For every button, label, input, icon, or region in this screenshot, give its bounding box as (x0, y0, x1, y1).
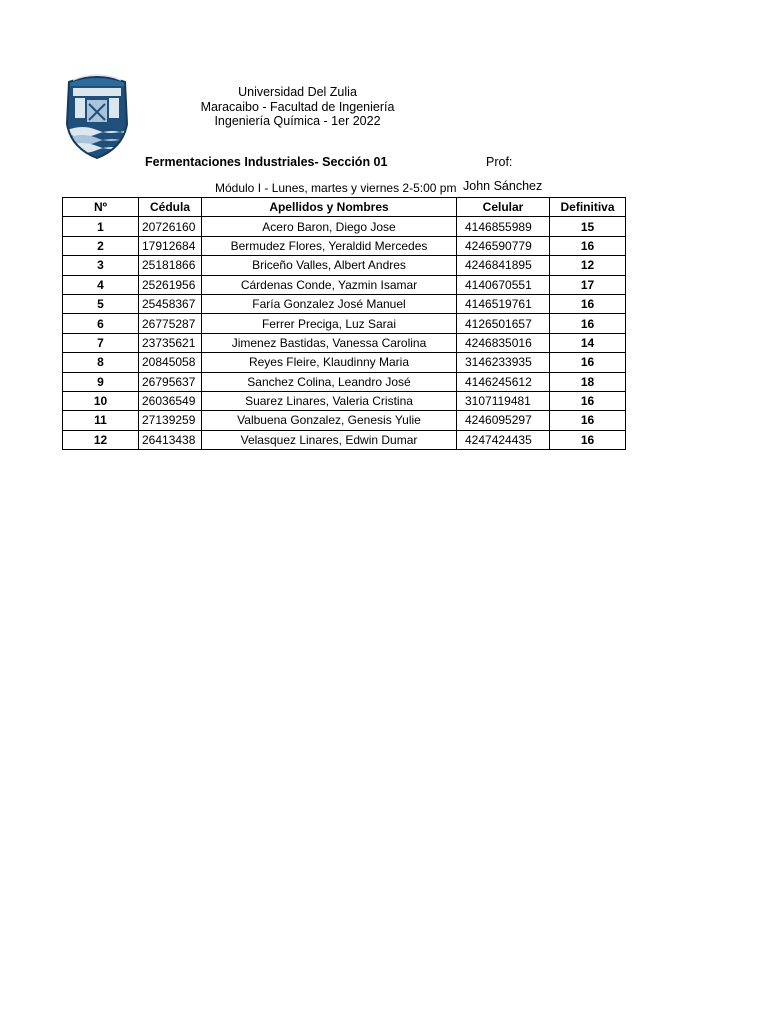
grade-cell: 18 (550, 372, 626, 391)
column-header-number: Nº (63, 198, 139, 217)
phone-cell: 4146855989 (457, 217, 550, 236)
grade-cell: 14 (550, 333, 626, 352)
table-row (63, 314, 626, 333)
cedula-cell: 25458367 (139, 294, 202, 313)
phone-cell: 4246590779 (457, 236, 550, 255)
table-row (63, 372, 626, 391)
module-schedule: Módulo I - Lunes, martes y viernes 2-5:00 pm (215, 181, 457, 195)
row-number: 3 (63, 256, 139, 275)
cedula-cell: 23735621 (139, 333, 202, 352)
phone-cell: 4126501657 (457, 314, 550, 333)
row-number: 11 (63, 411, 139, 430)
phone-cell: 4146519761 (457, 294, 550, 313)
faculty-name: Maracaibo - Facultad de Ingeniería (200, 99, 395, 114)
cedula-cell: 17912684 (139, 236, 202, 255)
phone-cell: 4246835016 (457, 333, 550, 352)
student-name-cell: Velasquez Linares, Edwin Dumar (202, 430, 457, 449)
table-row (63, 411, 626, 430)
course-title: Fermentaciones Industriales- Sección 01 (145, 155, 388, 169)
cedula-cell: 25261956 (139, 275, 202, 294)
professor-label: Prof: (486, 155, 513, 169)
student-name-cell: Briceño Valles, Albert Andres (202, 256, 457, 275)
phone-cell: 4246841895 (457, 256, 550, 275)
student-name-cell: Bermudez Flores, Yeraldid Mercedes (202, 236, 457, 255)
table-row (63, 333, 626, 352)
table-row (63, 217, 626, 236)
grade-cell: 16 (550, 391, 626, 410)
student-name-cell: Jimenez Bastidas, Vanessa Carolina (202, 333, 457, 352)
column-header-grade: Definitiva (550, 198, 626, 217)
student-name-cell: Sanchez Colina, Leandro José (202, 372, 457, 391)
table-row (63, 430, 626, 449)
row-number: 5 (63, 294, 139, 313)
table-row (63, 256, 626, 275)
table-row (63, 275, 626, 294)
row-number: 2 (63, 236, 139, 255)
grade-cell: 16 (550, 294, 626, 313)
column-header-phone: Celular (457, 198, 550, 217)
table-body (63, 217, 626, 450)
phone-cell: 4247424435 (457, 430, 550, 449)
phone-cell: 4246095297 (457, 411, 550, 430)
table-row (63, 353, 626, 372)
row-number: 4 (63, 275, 139, 294)
cedula-cell: 26036549 (139, 391, 202, 410)
table-row (63, 294, 626, 313)
student-name-cell: Cárdenas Conde, Yazmin Isamar (202, 275, 457, 294)
row-number: 10 (63, 391, 139, 410)
grade-cell: 16 (550, 411, 626, 430)
cedula-cell: 27139259 (139, 411, 202, 430)
row-number: 12 (63, 430, 139, 449)
grade-cell: 12 (550, 256, 626, 275)
table-row (63, 236, 626, 255)
row-number: 8 (63, 353, 139, 372)
cedula-cell: 26413438 (139, 430, 202, 449)
student-name-cell: Valbuena Gonzalez, Genesis Yulie (202, 411, 457, 430)
grade-cell: 16 (550, 236, 626, 255)
table-row (63, 391, 626, 410)
grade-cell: 15 (550, 217, 626, 236)
row-number: 9 (63, 372, 139, 391)
phone-cell: 4140670551 (457, 275, 550, 294)
cedula-cell: 26795637 (139, 372, 202, 391)
row-number: 7 (63, 333, 139, 352)
student-name-cell: Reyes Fleire, Klaudinny Maria (202, 353, 457, 372)
grade-cell: 16 (550, 353, 626, 372)
cedula-cell: 25181866 (139, 256, 202, 275)
phone-cell: 4146245612 (457, 372, 550, 391)
professor-name: John Sánchez (463, 179, 543, 193)
column-header-name: Apellidos y Nombres (202, 198, 457, 217)
grade-cell: 17 (550, 275, 626, 294)
column-header-cedula: Cédula (139, 198, 202, 217)
university-seal-icon (63, 72, 131, 160)
university-name: Universidad Del Zulia (238, 85, 357, 99)
row-number: 1 (63, 217, 139, 236)
row-number: 6 (63, 314, 139, 333)
cedula-cell: 20845058 (139, 353, 202, 372)
grade-cell: 16 (550, 430, 626, 449)
phone-cell: 3107119481 (457, 391, 550, 410)
grade-cell: 16 (550, 314, 626, 333)
cedula-cell: 20726160 (139, 217, 202, 236)
cedula-cell: 26775287 (139, 314, 202, 333)
student-name-cell: Acero Baron, Diego Jose (202, 217, 457, 236)
student-name-cell: Ferrer Preciga, Luz Sarai (202, 314, 457, 333)
student-roster-table (62, 197, 626, 450)
student-name-cell: Faría Gonzalez José Manuel (202, 294, 457, 313)
table-header-row (63, 198, 626, 217)
phone-cell: 3146233935 (457, 353, 550, 372)
student-name-cell: Suarez Linares, Valeria Cristina (202, 391, 457, 410)
program-term: Ingeniería Química - 1er 2022 (214, 114, 381, 128)
institution-header (150, 85, 445, 129)
